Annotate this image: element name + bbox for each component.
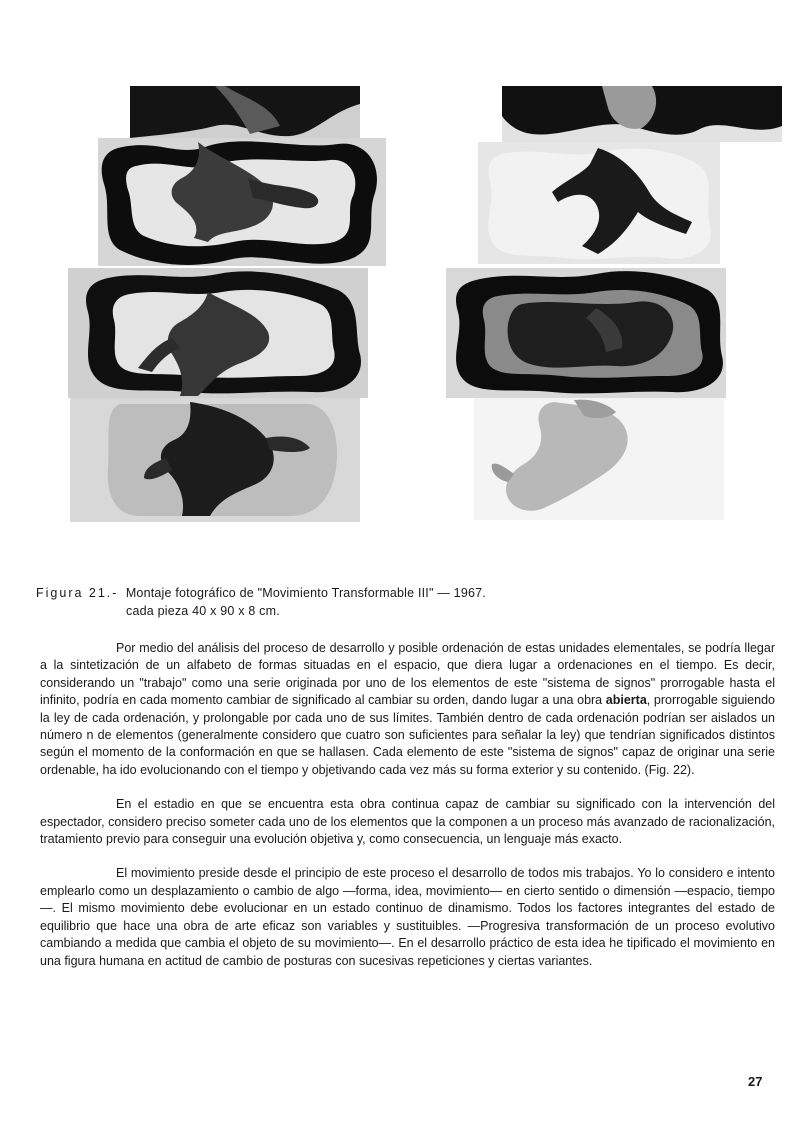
montage-left-piece-1 xyxy=(130,86,360,138)
page-number: 27 xyxy=(748,1074,763,1089)
paragraph-2: En el estadio en que se encuentra esta obra continua capaz de cambiar su significado con la intervención del espectador, considero preciso someter cada uno de los elementos que la componen a un proceso más avanzado de racionalización, tratamiento previo para conseguir una evolución objetiva y, como consecuencia, un lenguaje más exacto. xyxy=(40,797,775,847)
montage-right-piece-4 xyxy=(474,398,724,520)
montage-right-piece-2 xyxy=(478,142,720,264)
figure-label: Figura 21.- xyxy=(36,586,119,600)
paragraph-1-bold: abierta xyxy=(605,693,647,708)
montage-right-piece-1 xyxy=(502,86,782,142)
montage-left-piece-2 xyxy=(98,138,386,266)
montage-right-piece-3 xyxy=(446,268,726,398)
figure-title: Montaje fotográfico de "Movimiento Transformable III" — 1967. xyxy=(125,586,486,600)
paragraph-1 xyxy=(40,640,775,779)
paragraph-3: El movimiento preside desde el principio de este proceso el desarrollo de todos mis trabajos. Yo lo considero e intento emplearlo como un desplazamiento o cambio de algo —forma, idea, movimiento— en cierto sentido o dimensión —espacio, tiempo—. El mismo movimiento debe evolucionar en un estado continuo de dinamismo. Todos los factores integrantes del estado de equilibrio que hace una obra de arte eficaz son variables y sustituibles. —Progresiva transformación de un proceso evolutivo cambiando a medida que cambia el objeto de su movimiento—. En el desarrollo práctico de esta idea he tipificado el movimiento en una figura humana en actitud de cambio de posturas con sucesivas repeticiones y ciertas variantes. xyxy=(40,866,775,968)
paragraph-1-after: , prorrogable siguiendo la ley de cada ordenación, y prolongable por cada uno de sus límites. También dentro de cada ordenación podrían ser aislados un número n de elementos (generalmente considero que cuatro son suficientes para señalar la ley) que tendrían significados distintos según el momento de la conformación en que se hallasen. Cada elemento de este "sistema de signos" capaz de originar una serie ordenable, ha ido evolucionando con el tiempo y objetivando cada vez más su forma exterior y su contenido. (Fig. 22). xyxy=(40,693,775,777)
figure-caption xyxy=(36,584,736,620)
figure-21-photo-montage xyxy=(0,0,810,560)
paragraph-1-before: Por medio del análisis del proceso de desarrollo y posible ordenación de estas unidades elementales, se podría llegar a la sintetización de un alfabeto de formas situadas en el espacio, que diera lugar a ordenaciones en el tiempo. Es decir, considerando un "trabajo" como una serie originada por uno de los elementos de este "sistema de signos" prorrogable hasta el infinito, podría en cada momento cambiar de significado al cambiar su orden, dando lugar a una obra xyxy=(40,641,775,708)
montage-left-piece-3 xyxy=(68,268,368,398)
montage-left-piece-4 xyxy=(70,398,360,522)
figure-dimensions: cada pieza 40 x 90 x 8 cm. xyxy=(126,604,280,618)
body-text xyxy=(40,640,775,987)
